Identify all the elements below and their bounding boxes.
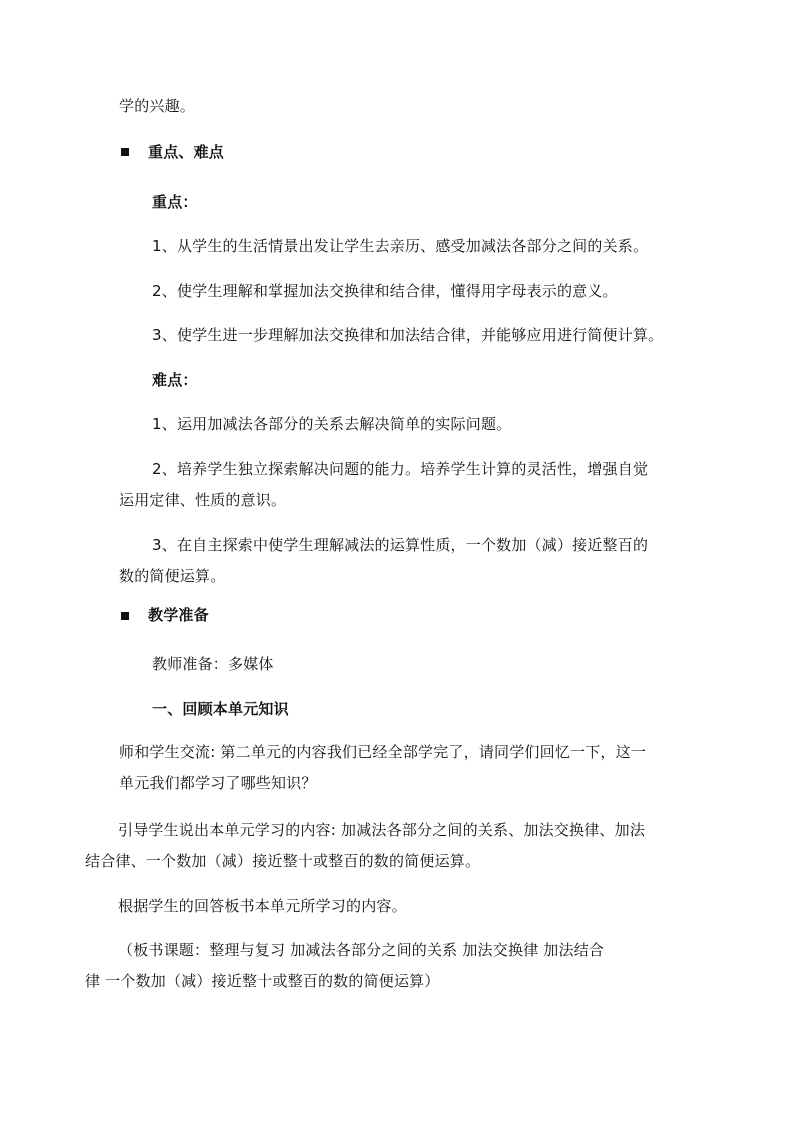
paragraph-exchange-line-1: 师和学生交流: 第二单元的内容我们已经全部学完了，请同学们回忆一下，这一 (119, 743, 647, 761)
paragraph-guide-line-2: 结合律、一个数加（减）接近整十或整百的数的简便运算。 (85, 852, 481, 870)
section-title-key-points: 重点、难点 (148, 143, 225, 161)
bullet-square-icon (121, 148, 129, 156)
paragraph-exchange-line-2: 单元我们都学习了哪些知识？ (119, 774, 317, 792)
difficulty-item-2: 2、培养学生独立探索解决问题的能力。培养学生计算的灵活性，增强自觉 (152, 460, 649, 478)
key-points-label: 重点： (152, 193, 198, 211)
review-subheading: 一、回顾本单元知识 (152, 700, 289, 718)
paragraph-board-line-2: 律 一个数加（减）接近整十或整百的数的简便运算） (85, 972, 440, 990)
difficulty-item-2-cont: 运用定律、性质的意识。 (119, 491, 287, 509)
difficulty-item-3-cont: 数的简便运算。 (119, 567, 226, 585)
paragraph-board-intro: 根据学生的回答板书本单元所学习的内容。 (118, 897, 407, 915)
section-title-prep: 教学准备 (148, 606, 209, 624)
difficulty-item-1: 1、运用加减法各部分的关系去解决简单的实际问题。 (152, 415, 512, 433)
key-point-item-3: 3、使学生进一步理解加法交换律和加法结合律，并能够应用进行简便计算。 (152, 326, 664, 344)
difficulty-label: 难点： (152, 371, 198, 389)
paragraph-board-line-1: （板书课题：整理与复习 加减法各部分之间的关系 加法交换律 加法结合 (118, 941, 605, 959)
paragraph-guide-line-1: 引导学生说出本单元学习的内容: 加减法各部分之间的关系、加法交换律、加法 (118, 821, 646, 839)
key-point-item-1: 1、从学生的生活情景出发让学生去亲历、感受加减法各部分之间的关系。 (152, 237, 649, 255)
bullet-square-icon (121, 612, 129, 620)
intro-tail-text: 学的兴趣。 (119, 97, 196, 115)
key-point-item-2: 2、使学生理解和掌握加法交换律和结合律，懂得用字母表示的意义。 (152, 282, 618, 300)
teacher-prep-text: 教师准备：多媒体 (152, 655, 274, 673)
difficulty-item-3: 3、在自主探索中使学生理解减法的运算性质，一个数加（减）接近整百的 (152, 536, 649, 554)
